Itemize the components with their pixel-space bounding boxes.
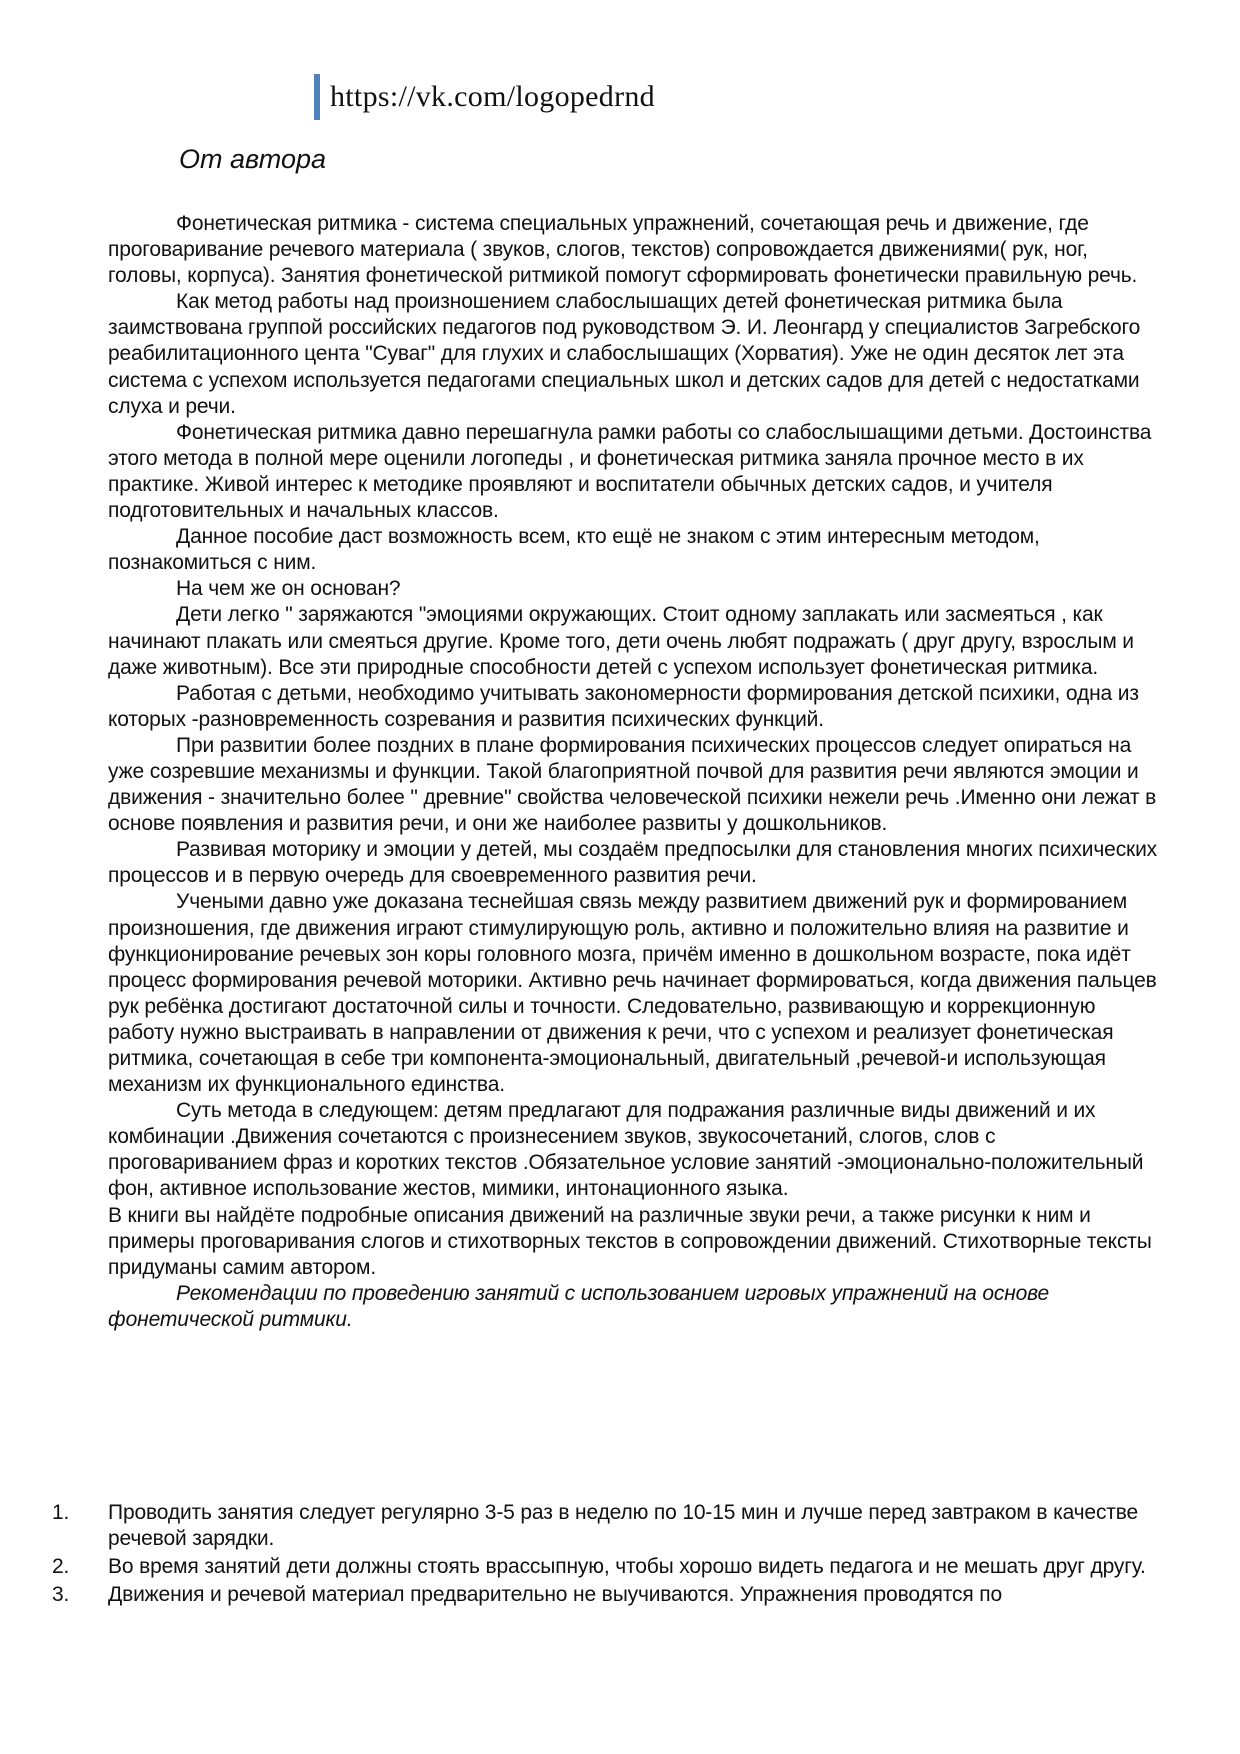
- paragraph: Данное пособие даст возможность всем, кто ещё не знаком с этим интересным методом, познакомиться с ним.: [108, 525, 1040, 575]
- paragraph: Учеными давно уже доказана теснейшая связь между развитием движений рук и формированием произношения, где движения играют стимулирующую роль, активно и положительно влияя на развитие и функционирование речевых зон коры головного мозга, причём именно в дошкольном возрасте, пока идёт процесс формирования речевой моторики. Активно речь начинает формироваться, когда движения пальцев рук ребёнка достигают достаточной силы и точности. Следовательно, развивающую и коррекционную работу нужно выстраивать в направлении от движения к речи, что с успехом и реализует фонетическая ритмика, сочетающая в себе три компонента-эмоциональный, двигательный ,речевой-и использующая механизм их функционального единства.: [108, 890, 1157, 1097]
- paragraph: При развитии более поздних в плане формирования психических процессов следует опираться на уже созревшие механизмы и функции. Такой благоприятной почвой для развития речи являются эмоции и движения - значительно более " древние" свойства человеческой психики нежели речь .Именно они лежат в основе появления и развития речи, и они же наиболее развиты у дошкольников.: [108, 733, 1157, 836]
- recommendations-list: [52, 1500, 1162, 1610]
- paragraph: Работая с детьми, необходимо учитывать закономерности формирования детской психики, одна из которых -разновременность созревания и развития психических функций.: [108, 681, 1139, 731]
- body-text: [108, 211, 1158, 1333]
- header-link[interactable]: [314, 74, 655, 120]
- paragraph: Фонетическая ритмика давно перешагнула рамки работы со слабослышащими детьми. Достоинства этого метода в полной мере оценили логопеды , и фонетическая ритмика заняла прочное место в их практике. Живой интерес к методике проявляют и воспитатели обычных детских садов, и учителя подготовительных и начальных классов.: [108, 420, 1152, 523]
- list-text: Проводить занятия следует регулярно 3-5 раз в неделю по 10-15 мин и лучше перед завтраком в качестве речевой зарядки.: [108, 1501, 1139, 1551]
- list-number: 2.: [52, 1555, 70, 1579]
- header-url[interactable]: https://vk.com/logopedrnd: [330, 80, 655, 113]
- list-item: [52, 1582, 1162, 1608]
- list-item: [52, 1554, 1162, 1580]
- recommendations-title: Рекомендации по проведению занятий с использованием игровых упражнений на основе фонетической ритмики.: [108, 1281, 1050, 1331]
- page-title: От автора: [179, 144, 327, 174]
- paragraph: Фонетическая ритмика - система специальных упражнений, сочетающая речь и движение, где проговаривание речевого материала ( звуков, слогов, текстов) сопровождается движениями( рук, ног, головы, корпуса). Занятия фонетической ритмикой помогут сформировать фонетически правильную речь.: [108, 212, 1138, 288]
- list-text: Движения и речевой материал предварительно не выучиваются. Упражнения проводятся по: [108, 1583, 1002, 1607]
- paragraph: На чем же он основан?: [176, 577, 401, 601]
- list-number: 1.: [52, 1501, 70, 1524]
- list-item: [52, 1500, 1162, 1552]
- list-text: Во время занятий дети должны стоять врассыпную, чтобы хорошо видеть педагога и не мешать друг другу.: [108, 1555, 1146, 1579]
- paragraph: Дети легко " заряжаются "эмоциями окружающих. Стоит одному заплакать или засмеяться , как начинают плакать или смеяться другие. Кроме того, дети очень любят подражать ( друг другу, взрослым и даже животным). Все эти природные способности детей с успехом использует фонетическая ритмика.: [108, 603, 1134, 679]
- paragraph: Суть метода в следующем: детям предлагают для подражания различные виды движений и их комбинации .Движения сочетаются с произнесением звуков, звукосочетаний, слогов, слов с проговариванием фраз и коротких текстов .Обязательное условие занятий -эмоционально-положительный фон, активное использование жестов, мимики, интонационного языка.: [108, 1099, 1144, 1201]
- header-accent-bar: [314, 74, 320, 120]
- paragraph: Развивая моторику и эмоции у детей, мы создаём предпосылки для становления многих психических процессов и в первую очередь для своевременного развития речи.: [108, 838, 1158, 888]
- paragraph: В книги вы найдёте подробные описания движений на различные звуки речи, а также рисунки к ним и примеры проговаривания слогов и стихотворных текстов в сопровождении движений. Стихотворные тексты придуманы самим автором.: [108, 1203, 1152, 1279]
- list-number: 3.: [52, 1583, 70, 1607]
- paragraph: Как метод работы над произношением слабослышащих детей фонетическая ритмика была заимствована группой российских педагогов под руководством Э. И. Леонгард у специалистов Загребского реабилитационного цента "Суваг" для глухих и слабослышащих (Хорватия). Уже не один десяток лет эта система с успехом используется педагогами специальных школ и детских садов для детей с недостатками слуха и речи.: [108, 290, 1141, 418]
